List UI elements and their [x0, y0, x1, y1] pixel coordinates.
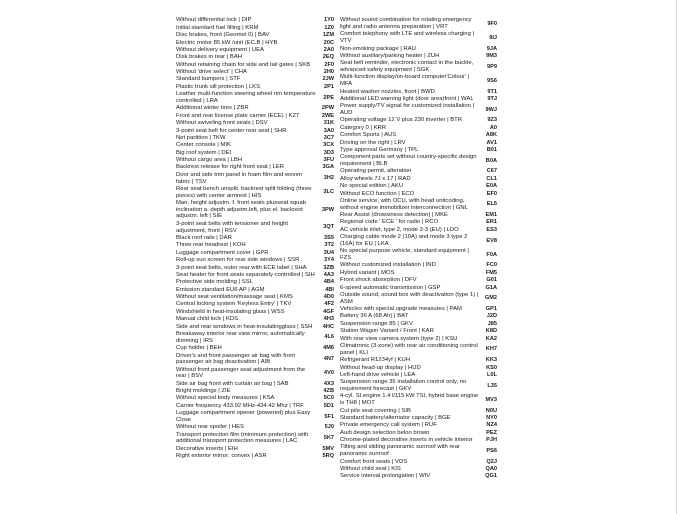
option-description: No special purpose vehicle, standard equipment | FZS	[340, 248, 469, 262]
option-description: Without auxiliary/parking heater | ZUH	[340, 52, 440, 59]
option-code: 2F0	[324, 61, 334, 68]
option-description: Type approval Germany | TPL	[340, 146, 419, 153]
option-description: Rear Assist (drowsiness detection) | MKE	[340, 212, 448, 219]
option-code: QG1	[485, 473, 497, 480]
option-description: Without customized installation | IND	[340, 262, 436, 269]
option-description: Decorative inserts | EIH	[176, 445, 238, 452]
option-code: 9IJ	[489, 34, 497, 41]
option-code: AV1	[486, 139, 497, 146]
option-description: Transport protection film (minimum protection) with additional transport protection measures | LAC	[176, 431, 309, 445]
option-description: AC vehicle inlet, type 2, mode 2-3 (EU) | LDO	[340, 226, 459, 233]
option-description: Driving on the right | LRV	[340, 139, 406, 146]
option-description: Seat heater for front seats separately controlled | SIH	[176, 271, 315, 278]
option-code: PS6	[486, 447, 497, 454]
option-description: Left-hand drive vehicle | LEA	[340, 371, 416, 378]
option-code: 4V0	[324, 369, 334, 376]
option-code: 3S5	[324, 234, 334, 241]
option-description: Protective side molding | SSL	[176, 279, 253, 286]
option-description: Multi-function display/on-board computer'Colour' | MFA	[340, 74, 470, 88]
option-code: 4H3	[323, 316, 334, 323]
option-code: 2H0	[323, 69, 334, 76]
option-code: 4D0	[323, 294, 334, 301]
option-code: KA2	[485, 335, 497, 342]
option-description: Disc brakes, front (Geomet 0) | BAV	[176, 32, 270, 39]
option-description: Without delivery equipment | UEA	[176, 46, 264, 53]
option-description: Without retaining chain for side and tail gates | SKB	[176, 61, 311, 68]
option-code: 9P9	[487, 63, 497, 70]
option-description: Comfort Sports | AUS	[340, 132, 397, 139]
option-code: G01	[486, 277, 497, 284]
option-description: Big roof system | DEI	[176, 149, 232, 156]
option-code: 4N7	[323, 355, 334, 362]
option-description: Disk brakes in rear | BAH	[176, 54, 243, 61]
option-description: Without head-up display | HUD	[340, 364, 421, 371]
option-code: 4L6	[324, 334, 334, 341]
option-description: Front shock absorption | DFV	[340, 277, 417, 284]
option-code: 4B4	[323, 279, 334, 286]
option-description: 3-point seat belts with tensioner and height adjustment, front | RSV	[176, 220, 288, 234]
option-description: Side and rear windows in heat-insulatingglass | SSH	[176, 323, 313, 330]
option-description: Carrier frequency 433.92 MHz-434.42 Mhz | TRF	[176, 402, 304, 409]
option-description: 4-cyl. SI engine 1.4 l/115 kW TSI, hybrid base engine is TH8 | MOT	[340, 393, 479, 407]
option-description: Private emergency call system | RUF	[340, 422, 437, 429]
option-code: 3CX	[323, 142, 334, 149]
option-code: 2WE	[321, 112, 334, 119]
option-description: Cut pile seat covering | SIB	[340, 407, 411, 414]
option-description: Three rear headrest | KOH	[176, 242, 246, 249]
option-description: Additional LED warning light (door area)front | WAL	[340, 95, 474, 102]
option-description: Manual child lock | KDS	[176, 316, 239, 323]
option-code: 1ZM	[322, 32, 334, 39]
option-code: G1A	[485, 284, 497, 291]
option-code: 20C	[323, 39, 334, 46]
option-code: 9TJ	[487, 95, 497, 102]
option-code: 5K7	[323, 435, 334, 442]
option-code: QA0	[485, 465, 497, 472]
option-code: 5RQ	[322, 453, 334, 460]
option-description: Heated washer nozzles, front | BWD	[340, 88, 435, 95]
option-description: Luggage compartment opener (powered) plus Easy Close	[176, 410, 311, 423]
option-code: 3T2	[324, 242, 334, 249]
option-code: 2P1	[324, 83, 334, 90]
option-description: Driver's and front passenger air bag with front passenger air bag deactivation | AIB	[176, 352, 295, 366]
option-code: PJH	[486, 437, 497, 444]
option-description: Tilting and sliding panoramic sunroof with rear panoramic sunroof	[340, 444, 460, 458]
option-description: 6-speed automatic transmission | GSP	[340, 284, 441, 291]
option-description: Power supply/TV signal for customized installation | AUD	[340, 103, 475, 116]
option-code: 2A0	[323, 46, 334, 53]
option-description: Roll-up sun screen for rear side windows | SSR	[176, 257, 300, 264]
option-code: KS0	[486, 364, 497, 371]
option-code: 4F2	[324, 301, 334, 308]
option-description: Door and side trim panel in foam film and woven fabric | TSV	[176, 171, 303, 185]
option-code: 9F0	[487, 20, 497, 27]
option-code: 2PW	[321, 105, 334, 112]
option-description: Seat belt reminder, electronic contact in the buckle, advanced safety equipment | SGK	[340, 60, 474, 74]
option-description: Suspension range 35 installation control only, no requirement forecast | GKV	[340, 379, 467, 393]
option-code: 3GA	[322, 164, 334, 171]
option-code: 2EQ	[322, 54, 334, 61]
option-description: Chrome-plated decorative inserts in vehicle interior	[340, 437, 473, 444]
option-code: 9T1	[487, 88, 497, 95]
option-description: Standard bumpers | STF	[176, 76, 241, 83]
option-code: 9WJ	[485, 106, 497, 113]
option-description: Climatronic (3-zone) with rear air conditioning control panel | KLI	[340, 343, 478, 356]
option-code: 5C0	[323, 395, 334, 402]
option-code: 1Z0	[324, 24, 334, 31]
option-code: 5D1	[323, 402, 334, 409]
option-description: Side air bag front with curtain air bag | SAB	[176, 380, 289, 387]
option-description: Windshield in heat-insulating glass | WSS	[176, 308, 285, 315]
option-code: N0U	[485, 407, 497, 414]
option-code: A8K	[485, 132, 497, 139]
option-description: Backrest release for right front seat | LER	[176, 164, 284, 171]
option-description: Breakaway interior rear view mirror, automatically dimming | IRS	[176, 331, 305, 344]
option-description: Luggage compartment cover | GPR	[176, 249, 269, 256]
option-description: Station Wagon Variant / Front | KAR	[340, 328, 434, 335]
option-description: Cup holder | BEH	[176, 345, 222, 352]
option-code: GP1	[485, 306, 497, 313]
option-description: Component parts set without country-specific design requirement | BLB	[340, 154, 477, 168]
option-description: Man. height adjustm. f. front seats plusseat squab inclination a. depth adjustm.left, plus el. backrest adjustm. left | SIE	[176, 200, 306, 220]
option-description: 3-point seat belts, outer rear with ECE label | SHA	[176, 264, 307, 271]
option-description: No special edition | AKU	[340, 183, 404, 190]
option-code: E0A	[486, 183, 497, 190]
option-description: Without sound combination for rotating emergency light and radio antenna preparation | VRT	[340, 17, 472, 31]
option-description: Without 'drive select' | CHA	[176, 69, 247, 76]
option-code: FM5	[485, 269, 497, 276]
option-code: 9M3	[486, 52, 497, 59]
option-code: B0A	[485, 157, 497, 164]
option-code: KH7	[485, 346, 497, 353]
option-description: Refrigerant R1234yf | KUH	[340, 357, 410, 364]
option-code: EL5	[486, 201, 497, 208]
option-code: 2PE	[323, 94, 334, 101]
option-code: MV3	[485, 396, 497, 403]
option-description: Emission standard EU6 AP | AGM	[176, 286, 265, 293]
option-description: Standard battery/alternator capacity | BGE	[340, 414, 451, 421]
option-description: Without cargo area | LBH	[176, 157, 243, 164]
option-description: Without seat ventilation/massage seat | KMS	[176, 294, 293, 301]
option-code: 1Y0	[324, 17, 334, 24]
option-code: K8D	[485, 328, 497, 335]
option-code: 4BI	[325, 286, 334, 293]
option-list-right	[340, 17, 497, 480]
option-code: PEZ	[486, 429, 497, 436]
option-description: Without front passenger seat adjustment from the rear | BSV	[176, 366, 306, 380]
option-code: EF0	[486, 190, 497, 197]
option-description: Plastic trunk sill protection | LKS	[176, 83, 261, 90]
option-code: 4M6	[323, 345, 334, 352]
option-code: 3C7	[323, 134, 334, 141]
option-description: 3-point seat belt for center rear seat | SHR	[176, 127, 287, 134]
option-description: Without rear spoiler | HES	[176, 424, 244, 431]
option-code: FC0	[486, 262, 497, 269]
option-code: 9Z3	[487, 117, 497, 124]
option-code: 2JW	[322, 76, 334, 83]
option-code: 3A0	[323, 127, 334, 134]
option-description: Battery 36 A (68 Ah) | BAT	[340, 313, 409, 320]
option-code: ER1	[486, 219, 497, 226]
option-description: Rear seat bench unsplit, backrest split folding (three pieces) with center armrest | HIS	[176, 185, 312, 199]
option-description: Additional winter tires | ZBR	[176, 105, 249, 112]
option-description: Right exterior mirror: convex | ASR	[176, 453, 267, 460]
option-description: Non-smoking package | RAU	[340, 45, 416, 52]
option-code: Q2J	[486, 458, 497, 465]
option-code: 3U4	[323, 249, 334, 256]
option-code: 4X3	[324, 380, 334, 387]
option-description: Category 0 | KRR	[340, 124, 387, 131]
option-code: 3D3	[323, 149, 334, 156]
option-description: With rear view camera system (type 2) | KSU	[340, 335, 458, 342]
option-description: Suspension range 85 | GKV	[340, 320, 413, 327]
option-code: 3QT	[323, 224, 334, 231]
option-description: Operating permit, alteration	[340, 168, 412, 175]
option-code: F0A	[486, 251, 497, 258]
option-description: Alloy wheels 7J x 17 | RAD	[340, 175, 411, 182]
option-description: Without child seat | KIS	[340, 465, 401, 472]
option-description: Audi design selection beloo brown	[340, 429, 430, 436]
option-code: NZ4	[486, 422, 497, 429]
option-code: GM2	[484, 295, 497, 302]
option-code: 3ZB	[323, 264, 334, 271]
option-code: 3FU	[323, 157, 334, 164]
option-code: 9JA	[486, 45, 497, 52]
option-description: Without ECO function | ECO	[340, 190, 415, 197]
option-code: J85	[487, 320, 497, 327]
option-description: Without differential lock | DIP	[176, 17, 252, 24]
option-code: 4A3	[323, 271, 334, 278]
page-edge-divider	[676, 0, 677, 514]
option-code: 3H2	[323, 175, 334, 182]
option-code: 4GF	[323, 308, 334, 315]
option-description: Without swiveling front seats | DSV	[176, 120, 268, 127]
option-code: CL1	[486, 175, 497, 182]
option-code: EM1	[485, 212, 497, 219]
option-code: 3PW	[321, 206, 334, 213]
option-description: Service interval prolongation | WIV	[340, 473, 431, 480]
option-code: 5MV	[322, 445, 334, 452]
option-code: 4ZB	[323, 388, 334, 395]
option-description: Outside sound, sound box with deactivation (type 1) | ASM	[340, 292, 479, 305]
option-list-left	[176, 17, 334, 460]
option-description: Bright moldings | ZIE	[176, 388, 231, 395]
option-description: Vehicles with special upgrade measures | PAM	[340, 306, 462, 313]
option-description: Black roof rails | DAR	[176, 234, 232, 241]
option-code: 9S6	[487, 77, 497, 84]
option-description: Initial standard fuel filling | KRM	[176, 24, 259, 31]
option-code: 3Y4	[324, 257, 334, 264]
option-description: Front and rear license plate carrier (ECE) | KZT	[176, 112, 300, 119]
option-code: A0	[489, 124, 497, 131]
option-code: 31K	[323, 120, 334, 127]
option-description: Hybrid variant | MOS	[340, 269, 395, 276]
option-code: NY0	[486, 414, 497, 421]
option-description: Without special body measures | KSA	[176, 395, 275, 402]
option-description: Comfort telephony with LTE and wireless charging | VTV	[340, 31, 475, 45]
option-description: Leather multi-function steering wheel rim temperature controlled | LRA	[176, 91, 316, 104]
option-code: ES3	[486, 226, 497, 233]
option-code: B01	[486, 146, 497, 153]
option-code: KK3	[485, 357, 497, 364]
option-code: 3LC	[323, 189, 334, 196]
option-code: L35	[487, 382, 497, 389]
option-code: 5J0	[324, 424, 334, 431]
option-code: L0L	[487, 371, 497, 378]
option-description: Central locking system 'Keyless Entry' | TKV	[176, 301, 292, 308]
option-description: Center console | MIK	[176, 142, 231, 149]
option-description: Net partition | TKW	[176, 134, 226, 141]
option-description: Electric motor 85 kW /unit (EC.B | HYB	[176, 39, 278, 46]
option-code: EV8	[486, 237, 497, 244]
option-description: Charging cable mode 2 (10A) and mode 3 type 2 (16A) for EU | LKA	[340, 234, 468, 247]
option-description: Comfort front seats | VOS	[340, 458, 408, 465]
option-code: 5F1	[324, 413, 334, 420]
option-description: Operating voltage 12 V plus 230 inverter | BTR	[340, 117, 463, 124]
option-code: C67	[486, 168, 497, 175]
option-description: Online service, with OCU, with head unitcoding, without engine immobilizer interconnection | GNL	[340, 197, 468, 211]
option-code: J2D	[486, 313, 497, 320]
option-code: 4HC	[322, 323, 334, 330]
option-description: Regional code ' ECE ' for radio | RCO	[340, 219, 439, 226]
